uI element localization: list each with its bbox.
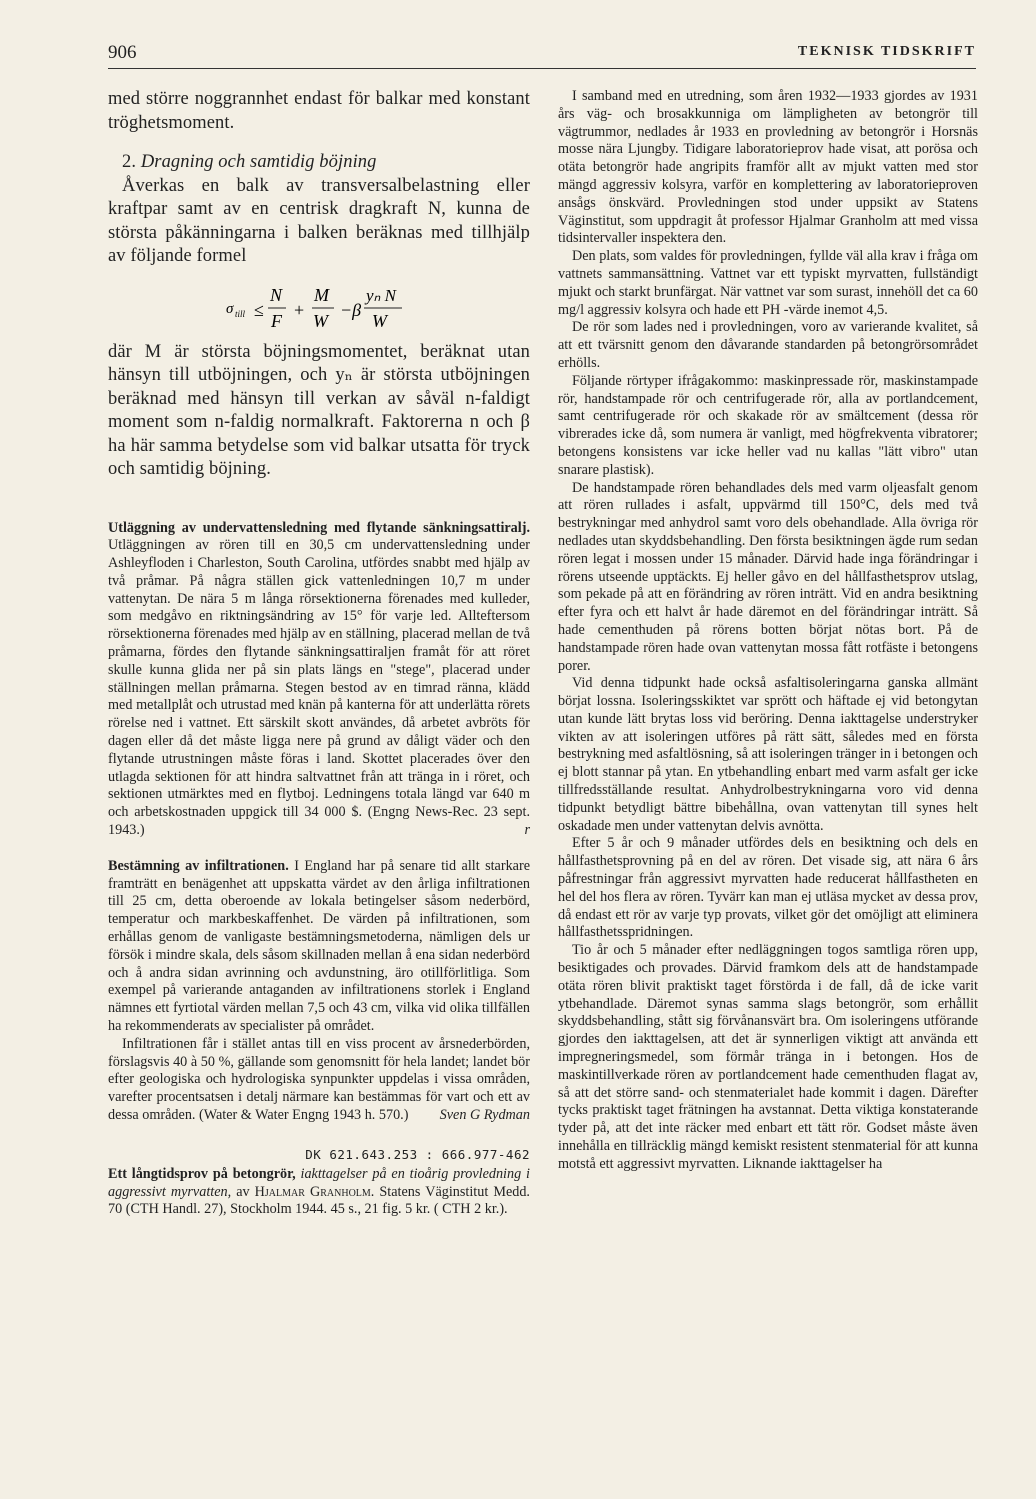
right-paragraph: De rör som lades ned i provledningen, voro av varierande kvalitet, så att ett tvärsnitt genom den dåvarande standarden på betongrörsområdet erhölls.	[558, 319, 978, 371]
formula-d2: W	[313, 310, 328, 331]
article-2-body-2: Infiltrationen får i stället antas till en viss procent av årsnederbörden, förslagsvis 40 à 50 %, gällande som genomsnitt för hela landet; landet bör efter geologiska och hydrologiska synpunkter uppdelas i vissa områden, varefter procentsatsen i detalj närmare kan bestämmas för vart och ett av dessa områden. (Water & Water Engng 1943 h. 570.)	[108, 1035, 530, 1123]
definition-paragraph: där M är största böjningsmomentet, beräknat utan hänsyn till utböjningen, och yₙ är största utböjningen beräknad med hänsyn till verkan av såväl n-faldigt moment som n-faldig normalkraft. Faktorerna n och β ha här samma betydelse som vid balkar utsatta för tryck och samtidig böjning.	[108, 341, 530, 479]
intro-paragraph: med större noggrannhet endast för balkar med konstant tröghetsmoment.	[108, 89, 530, 133]
left-column	[108, 88, 530, 1219]
right-paragraph: De handstampade rören behandlades dels med varm oljeasfalt genom att rören rullades i asfalt, uppvärmd till 150°C, dels med två bestrykningar med anhydrol samt voro dels obehandlade. Alla övriga rör nedlades utan skyddsbehandling. Den första besiktningen ägde rum sedan rören legat i mossen under 15 månader. Därvid hade inga förändringar i rörens utseende upptäckts. Ej heller gåvo en del hållfasthetsprov utslag, som pekade på att en förändring av rören inträtt. Vid en andra besiktning efter fyra och ett halvt år hade däremot en del förändringar inträtt. Så hade cementhuden på rörens botten börjat nötas bort. På de handstampade rören hade ovan vattenytan mossa fått rotfäste i betongens porer.	[558, 479, 978, 674]
article-2-signature: Sven G Rydman	[439, 1107, 530, 1123]
right-column	[558, 88, 978, 1174]
formula-d3: W	[372, 310, 387, 331]
right-paragraph: Följande rörtyper ifrågakommo: maskinpressade rör, maskinstampade rör, handstampade rör och centrifugerade rör, alla av portlandcement, samt centrifugerade rör och skakade rör av smältcement (dessa rör vibrerades icke då, som numera är vanligt, med högfrekventa vibratorer; betongens konsistens var icke heller vad nu kallas "lätt vibro" utan snarare plastisk).	[558, 372, 978, 478]
formula-subscript: till	[235, 308, 246, 319]
right-paragraph: Den plats, som valdes för provledningen, fyllde väl alla krav i fråga om vattnets sammansättning. Vattnet var ett typiskt myrvatten, fullständigt mjukt och starkt brunfärgat. När vattnet var som surast, innehöll det ca 60 mg/l aggressiv kolsyra och hade ett PH -värde inemot 4,5.	[558, 248, 978, 318]
article-3-reference: . Statens Väginstitut Medd. 70 (CTH Handl. 27), Stockholm 1944. 45 s., 21 fig. 5 kr. ( CTH 2 kr.).	[108, 1183, 530, 1218]
right-paragraph: Tio år och 5 månader efter nedläggningen togos samtliga rören upp, besiktigades och provades. Därvid framkom dels att de handstampade otäta rören blivit praktiskt taget förstörda i de fall, då de icke varit ytbehandlade. Däremot synas samma slags betongrör, som erhållit skyddsbehandling, stått sig förvånansvärt bra. Om isoleringens utförande gjordes den iakttagelsen, att det är synnerligen viktigt att använda ett impregneringsmedel, som förmår tränga in i betongen. Hos de maskintillverkade rören av portlandcement hade cementhuden flagat av, så att det större sand- och stenmaterialet hade kommit i dagen. Därefter tycks praktiskt taget frätningen ha avstannat. Detta viktiga konstaterande tyder på, att det inte räcker med enbart ett tätt rör. Godset måste även innehålla en tillräcklig mängd kemiskt resistent stenmaterial för att kunna motstå ett aggressivt myrvatten. Liknande iakttagelser ha	[558, 942, 978, 1172]
article-1-heading: Utläggning av undervattensledning med flytande sänkningsattiralj.	[108, 519, 530, 536]
page-number: 906	[108, 42, 137, 63]
article-3	[108, 1166, 530, 1219]
right-paragraph: I samband med en utredning, som åren 1932—1933 gjordes av 1931 års väg- och brosakkunniga om lämpligheten av betongrör till vägtrummor, nedlades år 1933 en provledning av betongrör i Horsnäs mosse nära Ljungby. Tidigare laboratorieprov hade visat, att porösa och otäta betongrör hade angripits framför allt av mjukt vatten med stor mängd aggressiv kolsyra, varför en komplettering av laboratorieproven ansågs önskvärd. Provledningen stod under uppsikt av Statens Väginstitut, som uppdragit åt professor Hjalmar Granholm att med vissa tidsintervaller inspektera den.	[558, 88, 978, 247]
journal-title: TEKNISK TIDSKRIFT	[797, 44, 976, 59]
formula-graphic	[226, 281, 526, 337]
section-heading	[108, 151, 530, 175]
article-2-paragraph-2	[108, 1036, 530, 1125]
formula-minus-beta: −β	[340, 299, 362, 320]
section-paragraph: Åverkas en balk av transversalbelastning eller kraftpar samt av en centrisk dragkraft N, kunna de största påkänningarna i balken beräknas med tillhjälp av följande formel	[108, 175, 530, 266]
right-paragraph: Vid denna tidpunkt hade också asfaltisoleringarna ganska allmänt börjat lossna. Isoleringsskiktet var sprött och häftade ej vid betongytan utan kunde lätt brytas loss vid beröring. Denna iakttagelse understryker vikten av att isoleringen utföres på rätt sätt, således med en första bestrykning med asfaltlösning, så att isoleringen tränger in i betongen och ej blott stannar på ytan. En ytbehandling enbart med varm asfalt ger icke tillfredsställande resultat. Anhydrolbestrykningarna voro vid denna tidpunkt betydligt bättre bibehållna, ovan vattenytan till synes helt oskadade men under vattenytan delvis avnötta.	[558, 675, 978, 834]
dk-classification: DK 621.643.253 : 666.977-462	[305, 1146, 530, 1162]
article-1-signature: r	[524, 822, 530, 839]
article-3-author: Hjalmar Granholm	[254, 1183, 371, 1200]
formula-plus: +	[294, 299, 305, 320]
article-2-heading: Bestämning av infiltrationen.	[108, 857, 289, 874]
article-1	[108, 520, 530, 840]
right-paragraph: Efter 5 år och 9 månader utfördes dels en besiktning och dels en hållfasthetsprovning på en del av rören. Det visade sig, att nära 6 års påfrestningar från aggressivt myrvatten hade reducerat hållfastheten en hel del hos flera av rören. Tyvärr kan man ej utläsa mycket av dessa prov, då endast ett rör av varje typ provats, vilket gör det omöjligt att eliminera hållfasthetsspridningen.	[558, 835, 978, 941]
article-3-subtitle: iakttagelser på en tioårig provledning i aggressivt myrvatten,	[108, 1165, 530, 1200]
formula-n3: yₙ N	[366, 285, 396, 305]
formula-sigma: σ	[226, 300, 234, 317]
formula-n2: M	[314, 284, 329, 305]
article-3-heading: Ett långtidsprov på betongrör,	[108, 1165, 296, 1182]
formula-leq: ≤	[254, 299, 264, 320]
stress-formula	[226, 281, 530, 333]
formula-n1: N	[270, 284, 283, 305]
article-1-body: Utläggningen av rören till en 30,5 cm undervattensledning under Ashleyfloden i Charleston, South Carolina, utfördes snabbt med hjälp av två pråmar. På några ställen gick vattenledningen 10,7 m under vattenytan. De nära 5 m långa rörsektionerna förenades med kulleder, som medgåvo en riktningsändring av 15° för varje led. Allteftersom rörsektionerna förenades med hjälp av en ställning, placerad mellan de två pråmarna, fördes den flytande sänkningsattiraljen framåt för att röret skulle kunna glida ner på sin plats längs en "stege", placerad under ställningen mellan pråmarna. Stegen bestod av en timrad ränna, klädd med metallplåt och utrustad med knän på kanterna för att underlätta rörets rörelse ned i vattnet. Ett särskilt skott användes, då arbetet avbröts för dagen eller då det måste ligga nere på grund av dåligt väder och den flytande utrustningen måste föras i land. Skottet placerades över den utlagda sektionen för att hindra saltvattnet från att tränga in i röret, och sektionen utmärktes med en flytboj. Ledningens totala längd var 640 m och arbetskostnaden uppgick till 34 000 $. (Engng News-Rec. 23 sept. 1943.)	[108, 537, 530, 839]
formula-d1: F	[271, 310, 282, 331]
article-3-by: av	[231, 1183, 255, 1200]
page-header	[108, 40, 976, 69]
article-2-body: I England har på senare tid allt starkare framträtt en benägenhet att uppskatta värdet av den årliga infiltrationen till 25 cm, detta oberoende av lokala betingelser såsom nederbörd, temperatur och markbeskaffenhet. De värden på infiltrationen, som erhållas genom de vanligaste bestämningsmetoderna, nämligen dels ur försök i mindre skala, dels såsom skillnaden mellan å ena sidan nederbörd och å andra sidan avrinning och avdunstning, äro otillförlitliga. Som exempel på varierande antaganden av infiltrationens storlek i England nämnes ett fyrtiotal värden mellan 7,5 och 43 cm, vilka vid olika tillfällen ha rekommenderats av specialister på området.	[108, 857, 530, 1035]
section-number: 2.	[122, 152, 137, 172]
section-title: Dragning och samtidig böjning	[140, 152, 377, 172]
article-2	[108, 858, 530, 1036]
